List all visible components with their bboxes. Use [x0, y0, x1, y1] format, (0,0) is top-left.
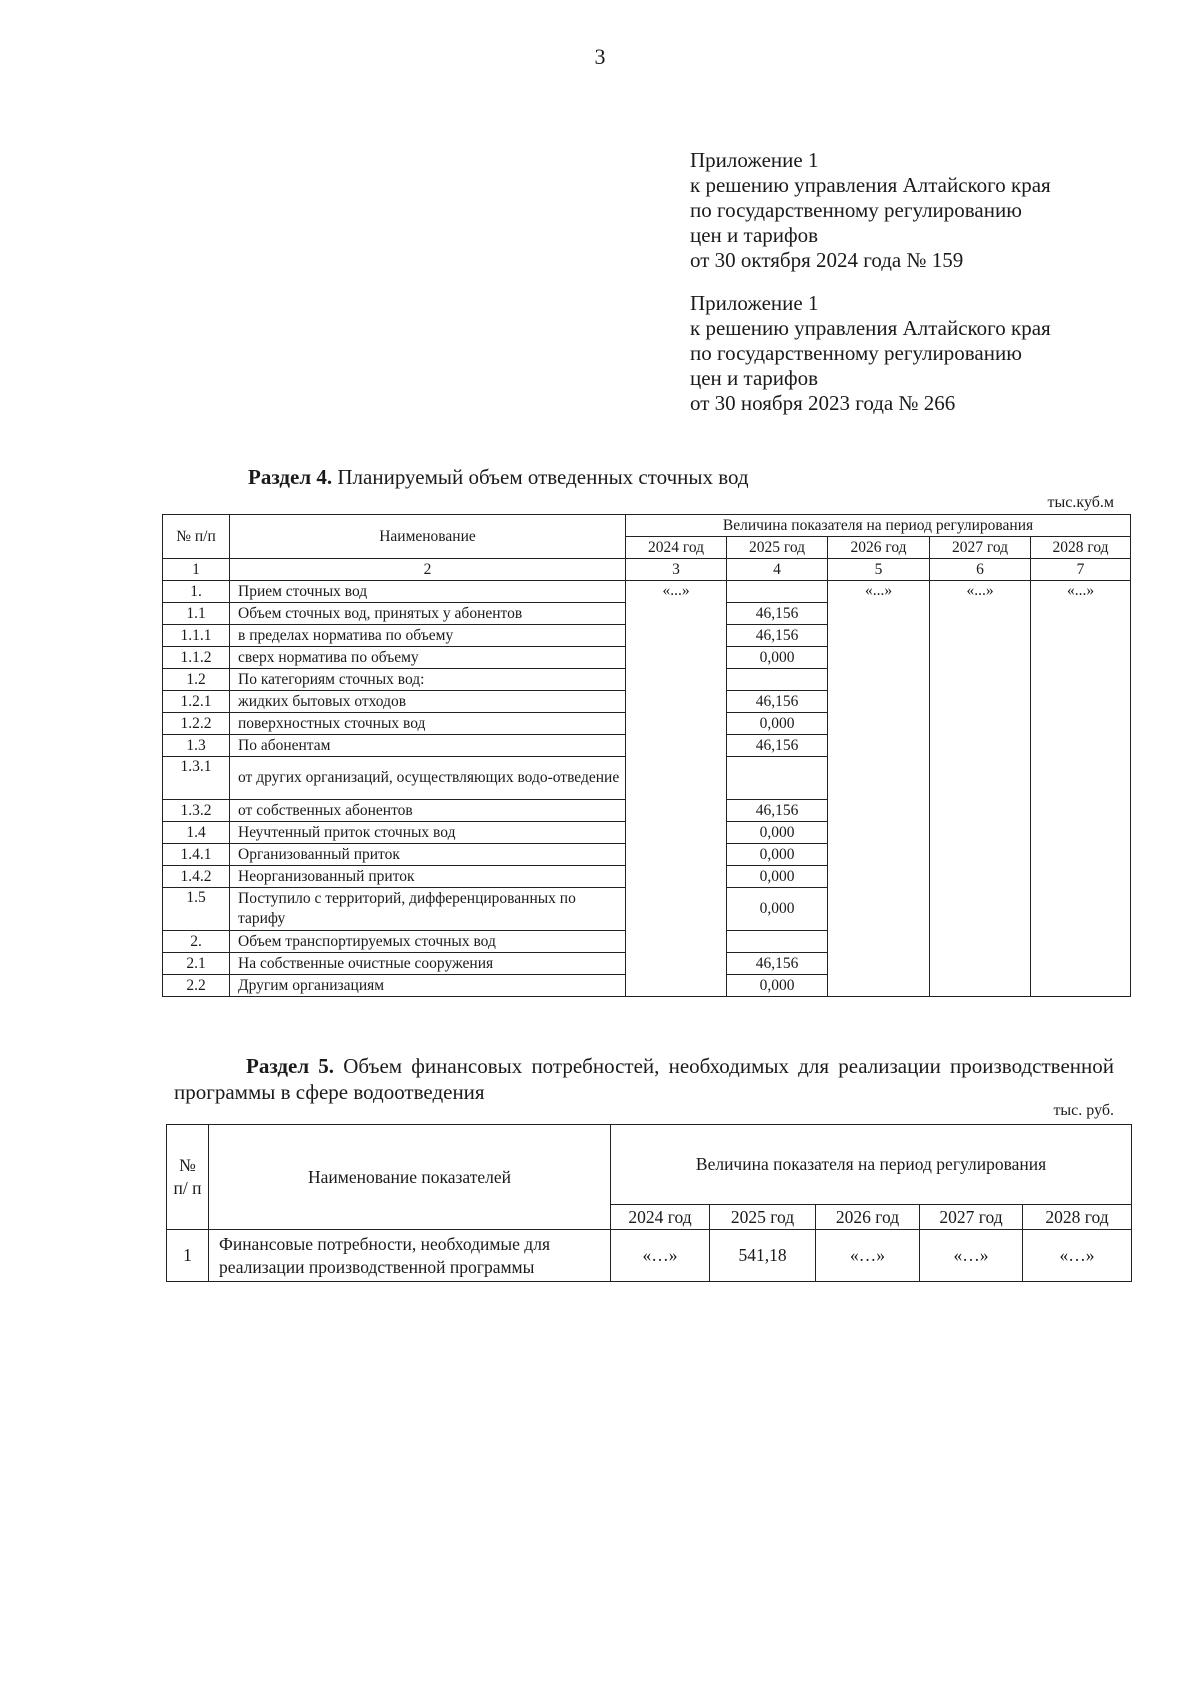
section-4-label: Раздел 4.: [248, 465, 333, 489]
appendix-line: от 30 ноября 2023 года № 266: [690, 391, 956, 415]
value-2026: «…»: [816, 1230, 920, 1282]
row-num: 1.2.2: [163, 713, 230, 735]
value-2027: «…»: [920, 1230, 1023, 1282]
column-number: 1: [163, 559, 230, 581]
row-num: 2.: [163, 931, 230, 953]
row-num: 1.5: [163, 888, 230, 931]
value-2025: [727, 581, 828, 603]
row-num: 1.4: [163, 822, 230, 844]
row-num: 2.1: [163, 953, 230, 975]
appendix-line: цен и тарифов: [690, 223, 819, 247]
value-2025: [727, 931, 828, 953]
row-name: сверх норматива по объему: [230, 647, 626, 669]
value-2025: 0,000: [727, 822, 828, 844]
section-5-unit: тыс. руб.: [1053, 1102, 1114, 1119]
value-2025: 0,000: [727, 975, 828, 997]
row-num: 1.3: [163, 735, 230, 757]
value-2025: 46,156: [727, 953, 828, 975]
header-year: 2028 год: [1023, 1205, 1132, 1230]
value-2025: 46,156: [727, 691, 828, 713]
row-name: Неорганизованный приток: [230, 866, 626, 888]
value-2025: 0,000: [727, 713, 828, 735]
row-name: Другим организациям: [230, 975, 626, 997]
row-name: жидких бытовых отходов: [230, 691, 626, 713]
section-5-label: Раздел 5.: [246, 1054, 335, 1078]
column-number: 4: [727, 559, 828, 581]
row-name: от других организаций, осуществляющих водо-отведение: [230, 757, 626, 800]
row-num: 1: [167, 1230, 209, 1282]
row-num: 1.1: [163, 603, 230, 625]
column-number: 3: [626, 559, 727, 581]
row-name: Прием сточных вод: [230, 581, 626, 603]
header-num: № п/п: [163, 515, 230, 559]
row-num: 1.3.1: [163, 757, 230, 800]
appendix-line: к решению управления Алтайского края: [690, 316, 1051, 340]
appendix-line: от 30 октября 2024 года № 159: [690, 248, 964, 272]
value-2025: 46,156: [727, 625, 828, 647]
wastewater-volume-table: [162, 514, 1131, 997]
value-2025: [727, 669, 828, 691]
row-num: 1.1.2: [163, 647, 230, 669]
header-year: 2025 год: [710, 1205, 816, 1230]
financial-needs-table: [166, 1124, 1132, 1282]
appendix-line: Приложение 1: [690, 148, 819, 172]
value-2026-omitted: «...»: [828, 581, 930, 997]
value-2025: [727, 757, 828, 800]
header-name: Наименование показателей: [209, 1125, 611, 1230]
header-year: 2028 год: [1031, 537, 1131, 559]
row-name: Неучтенный приток сточных вод: [230, 822, 626, 844]
appendix-line: цен и тарифов: [690, 366, 819, 390]
row-name: от собственных абонентов: [230, 800, 626, 822]
page-number: 3: [594, 44, 606, 69]
value-2025: 0,000: [727, 844, 828, 866]
section-5-title: [174, 1053, 1114, 1105]
row-name: Финансовые потребности, необходимые для реализации производственной программы: [209, 1230, 611, 1282]
column-number: 7: [1031, 559, 1131, 581]
row-num: 1.1.1: [163, 625, 230, 647]
row-num: 1.4.2: [163, 866, 230, 888]
value-2028: «…»: [1023, 1230, 1132, 1282]
section-4-unit: тыс.куб.м: [1047, 494, 1114, 511]
value-2025: 0,000: [727, 647, 828, 669]
value-2025: 0,000: [727, 888, 828, 931]
column-number: 6: [930, 559, 1031, 581]
column-number: 5: [828, 559, 930, 581]
row-num: 1.2: [163, 669, 230, 691]
header-year: 2026 год: [828, 537, 930, 559]
row-num: 1.4.1: [163, 844, 230, 866]
row-name: Организованный приток: [230, 844, 626, 866]
row-name: По абонентам: [230, 735, 626, 757]
header-year: 2026 год: [816, 1205, 920, 1230]
header-year: 2027 год: [930, 537, 1031, 559]
section-4-title-text: Планируемый объем отведенных сточных вод: [332, 465, 749, 489]
value-2025: 46,156: [727, 735, 828, 757]
header-year: 2025 год: [727, 537, 828, 559]
value-2025: 541,18: [710, 1230, 816, 1282]
row-name: Объем транспортируемых сточных вод: [230, 931, 626, 953]
header-year: 2027 год: [920, 1205, 1023, 1230]
row-num: 1.2.1: [163, 691, 230, 713]
column-number: 2: [230, 559, 626, 581]
section-4-title: [248, 464, 749, 490]
value-2024: «…»: [611, 1230, 710, 1282]
value-2025: 0,000: [727, 866, 828, 888]
header-year: 2024 год: [611, 1205, 710, 1230]
appendix-line: по государственному регулированию: [690, 198, 1022, 222]
value-2027-omitted: «...»: [930, 581, 1031, 997]
row-name: Поступило с территорий, дифференцированных по тарифу: [230, 888, 626, 931]
header-num: № п/ п: [167, 1125, 209, 1230]
row-num: 2.2: [163, 975, 230, 997]
section-5-title-text: Объем финансовых потребностей, необходимых для реализации производственной программы в сфере водоотведения: [174, 1054, 1114, 1104]
header-year: 2024 год: [626, 537, 727, 559]
value-2025: 46,156: [727, 603, 828, 625]
value-2024-omitted: «...»: [626, 581, 727, 997]
row-name: Объем сточных вод, принятых у абонентов: [230, 603, 626, 625]
row-name: в пределах норматива по объему: [230, 625, 626, 647]
appendix-note-2024: [690, 148, 1051, 273]
row-num: 1.3.2: [163, 800, 230, 822]
appendix-line: по государственному регулированию: [690, 341, 1022, 365]
value-2028-omitted: «...»: [1031, 581, 1131, 997]
row-num: 1.: [163, 581, 230, 603]
value-2025: 46,156: [727, 800, 828, 822]
row-name: поверхностных сточных вод: [230, 713, 626, 735]
header-period: Величина показателя на период регулирования: [611, 1125, 1132, 1205]
header-period: Величина показателя на период регулирования: [626, 515, 1131, 537]
header-name: Наименование: [230, 515, 626, 559]
row-name: На собственные очистные сооружения: [230, 953, 626, 975]
appendix-line: Приложение 1: [690, 291, 819, 315]
appendix-line: к решению управления Алтайского края: [690, 173, 1051, 197]
appendix-note-2023: [690, 291, 1051, 416]
row-name: По категориям сточных вод:: [230, 669, 626, 691]
